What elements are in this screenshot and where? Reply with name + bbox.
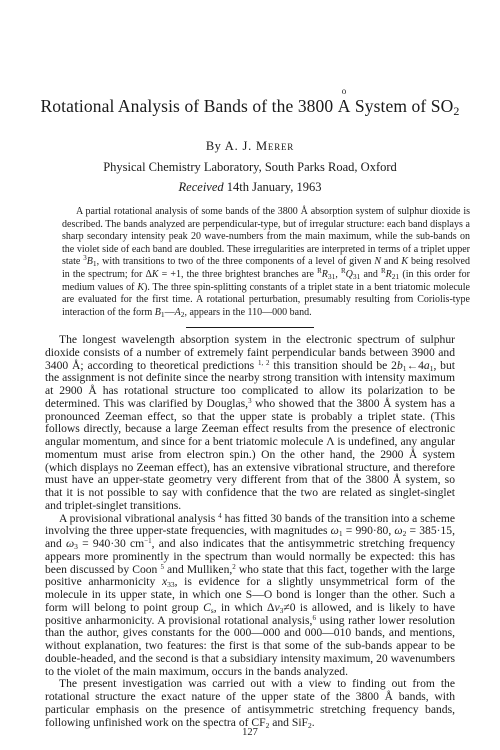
abstract [62,206,470,319]
author-name: A. J. Merer [224,139,295,153]
abstract-paragraph: A partial rotational analysis of some bands of the 3800 Å absorption system of sulphur dioxide is described. The bands analyzed are perpendicular-type, but of irregular structure: each band displays a sharp secondary intensity peak 20 wave-numbers from the main maximum, while the sub-bands on the violet side of each band are doubled. These irregularities are interpreted in terms of a triplet upper state $^3B_1$, with transitions to two of the three components of a level of given N and K being resolved in the spectrum; for ΔK = +1, the three brightest branches are $^RR_{31}$, $^RQ_{31}$ and $^RR_{21}$ (in this order for medium values of K). The three spin-splitting constants of a triplet state in a bent triatomic molecule are evaluated for the first time. A rotational perturbation, presumably resulting from Coriolis-type interaction of the form $B_1—A_2$, appears in the 110—000 band. [62,206,470,319]
received-date: Received 14th January, 1963 [178,180,322,194]
body-paragraph: The present investigation was carried out with a view to finding out from the rotational structure the exact nature of the upper state of the 3800 Å bands, with particular emphasis on the presence of antisymmetric stretching frequency bands, following unfinished work on the spectra of $CF_2$ and SiF$_2$. [45,677,455,730]
body-paragraph: A provisional vibrational analysis $^4$ has fitted 30 bands of the transition into a scheme involving the three upper-state frequencies, with magnitudes $\omega_1 = 990\cdot 80$, $\omega_2 = 385\cdot 15$, and $\omega_3 = 940\cdot 30$ $cm^{-1}$, and also indicates that the antisymmetric stretching frequency appears more prominently in the spectrum than would normally be expected: this has been discussed by Coon $^5$ and Mulliken,$^2$ who state that this fact, together with the large positive anharmonicity $x_{33}$, is evidence for a slightly unsymmetrical form of the molecule in its upper state, in which one S—O bond is longer than the other. Such a form will belong to point group $C_s$, in which $\Delta v_3\ne 0$ is allowed, and is likely to have positive anharmonicity. A provisional rotational analysis,$^6$ using rather lower resolution than the author, gives constants for the 000—000 and 000—010 bands, and mentions, without explanation, two features: the first is that some of the sub-bands appear to be double-headed, and the second is that a subsidiary intensity maximum, 20 wavenumbers to the violet of the main maximum, occurs in the bands analyzed. [45,511,456,678]
page-number: 127 [242,727,258,738]
section-divider [186,327,314,328]
body-text [45,334,455,729]
angstrom-symbol: o A [337,86,351,116]
body-paragraph: The longest wavelength absorption system in the electronic spectrum of sulphur dioxide consists of a number of extremely faint perpendicular bands between 3900 and 3400 Å; according to theoretical predictions $^{1, 2}$ this transition should be $2b_1\leftarrow 4a_1$, but the assignment is not definite since the nearby strong transition with intensity maximum at 2900 Å has rotational structure too complicated to allow its polarization to be determined. This was clarified by Douglas,$^3$ who showed that the 3800 Å system has a pronounced Zeeman effect, so that the upper state is probably a triplet state. (This follows directly, because a large Zeeman effect results from the presence of electronic angular momentum, and since for a bent triatomic molecule Λ is undefined, any angular momentum must arise from electron spin.) On the other hand, the 2900 Å system (which displays no Zeeman effect), has an extensive vibrational structure, and therefore must have an upper-state geometry very different from that of the 3800 Å system, so that it is not possible to say with confidence that the two are related as singlet-singlet and triplet-singlet transitions. [45,333,455,512]
author-line: By A. J. Merer [205,139,295,153]
affiliation: Physical Chemistry Laboratory, South Parks Road, Oxford [103,160,397,174]
article-title: Rotational Analysis of Bands of the 3800 o A System of $SO_2$ [40,86,460,118]
